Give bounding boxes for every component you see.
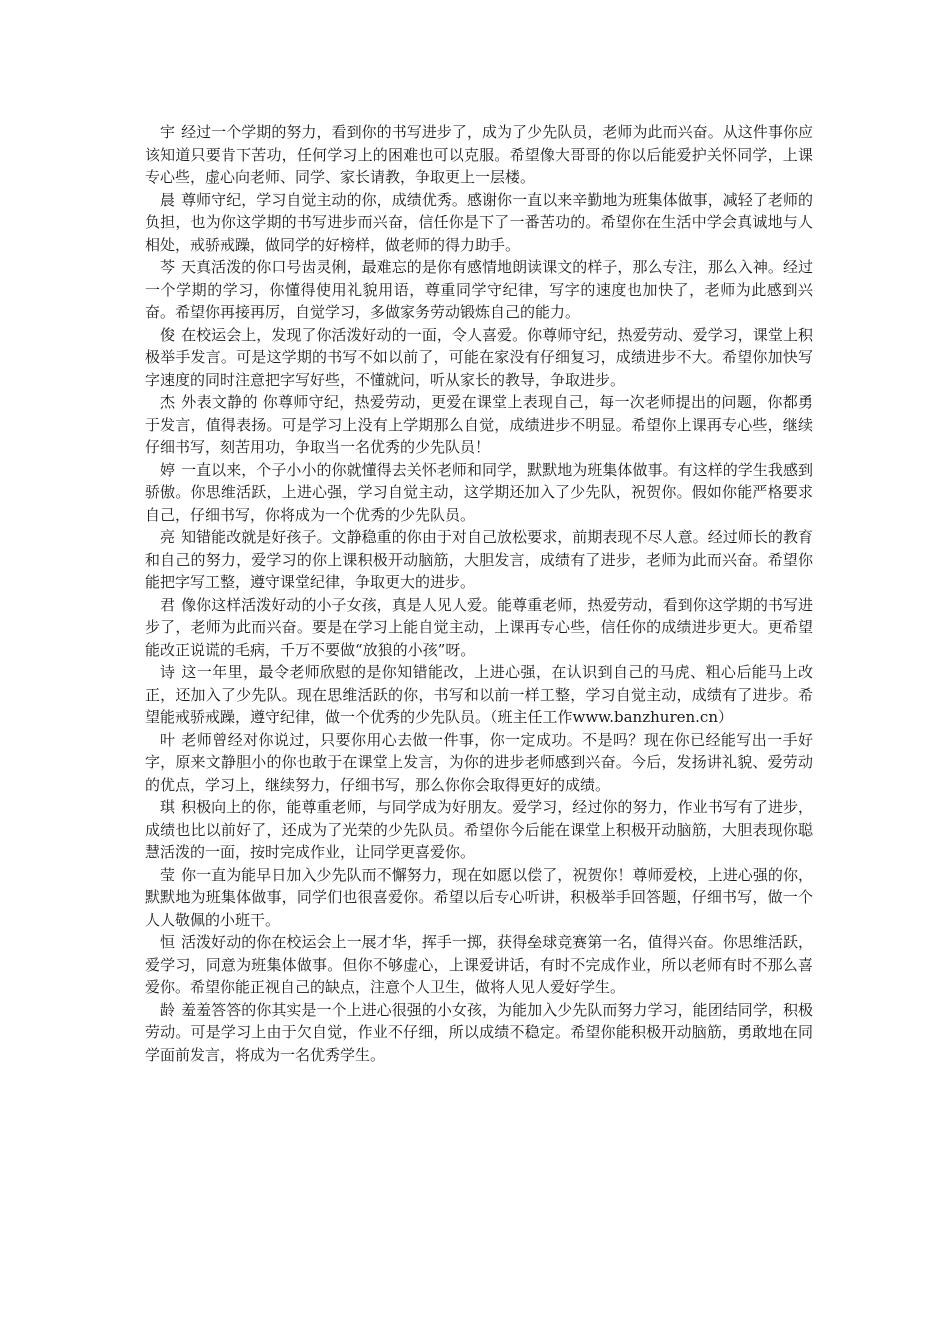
student-name: 亮 (160, 528, 176, 546)
comment-text: 尊师守纪，学习自觉主动的你，成绩优秀。感谢你一直以来辛勤地为班集体做事，减轻了老师的负担，也为你这学期的书写进步而兴奋，信任你是下了一番苦功的。希望你在生活中学会真诚地与人相处，戒骄戒躁，做同学的好榜样，做老师的得力助手。 (145, 190, 813, 254)
student-name: 莹 (160, 865, 176, 884)
comment-paragraph (145, 931, 813, 999)
student-name: 叶 (160, 730, 176, 749)
comment-text: 天真活泼的你口号齿灵俐，最难忘的是你有感情地朗读课文的样子，那么专注，那么入神。经过一个学期的学习，你懂得使用礼貌用语，尊重同学守纪律，写字的速度也加快了，老师为此感到兴奋。希望你再接再厉，自觉学习，多做家务劳动锻炼自己的能力。 (145, 258, 813, 321)
comment-paragraph (145, 391, 813, 459)
student-name: 宇 (160, 123, 176, 141)
comment-paragraph (145, 459, 813, 527)
comment-paragraph (145, 256, 813, 324)
student-name: 芩 (160, 258, 176, 276)
comment-paragraph (145, 796, 813, 864)
comment-paragraph (145, 324, 813, 392)
comment-paragraph (145, 661, 813, 729)
comment-paragraph (145, 729, 813, 797)
comment-text: 外表文静的 你尊师守纪，热爱劳动，更爱在课堂上表现自己，每一次老师提出的问题，你都勇于发言，值得表扬。可是学习上没有上学期那么自觉，成绩进步不明显。希望你上课再专心些，继续仔细书写，刻苦用功，争取当一名优秀的少先队员！ (145, 393, 813, 456)
comment-text: 羞羞答答的你其实是一个上进心很强的小女孩，为能加入少先队而努力学习，能团结同学，积极劳动。可是学习上由于欠自觉，作业不仔细，所以成绩不稳定。希望你能积极开动脑筋，勇敢地在同学面前发言，将成为一名优秀学生。 (145, 1000, 813, 1064)
document-body (145, 121, 813, 1066)
comment-text: 知错能改就是好孩子。文静稳重的你由于对自己放松要求，前期表现不尽人意。经过师长的教育和自己的努力，爱学习的你上课积极开动脑筋，大胆发言，成绩有了进步，老师为此而兴奋。希望你能把字写工整，遵守课堂纪律，争取更大的进步。 (145, 528, 813, 591)
comment-text: 经过一个学期的努力，看到你的书写进步了，成为了少先队员，老师为此而兴奋。从这件事你应该知道只要肯下苦功，任何学习上的困难也可以克服。希望像大哥哥的你以后能爱护关怀同学，上课专心些，虚心向老师、同学、家长请教，争取更上一层楼。 (145, 123, 813, 186)
student-name: 诗 (160, 663, 176, 681)
comment-paragraph (145, 121, 813, 189)
student-name: 君 (160, 595, 176, 614)
student-name: 恒 (160, 933, 176, 951)
student-name: 琪 (160, 798, 176, 816)
student-name: 龄 (160, 1000, 176, 1019)
comment-text: 像你这样活泼好动的小子女孩，真是人见人爱。能尊重老师，热爱劳动，看到你这学期的书写进步了，老师为此而兴奋。要是在学习上能自觉主动，上课再专心些，信任你的成绩进步更大。更希望能改正说谎的毛病，千万不要做“放狼的小孩”呀。 (145, 595, 813, 659)
comment-paragraph (145, 594, 813, 662)
comment-text: 在校运会上，发现了你活泼好动的一面，令人喜爱。你尊师守纪，热爱劳动、爱学习，课堂上积极举手发言。可是这学期的书写不如以前了，可能在家没有仔细复习，成绩进步不大。希望你加快写字速度的同时注意把字写好些，不懂就问，听从家长的教导，争取进步。 (145, 325, 813, 389)
comment-text: 一直以来，个子小小的你就懂得去关怀老师和同学，默默地为班集体做事。有这样的学生我感到骄傲。你思维活跃，上进心强，学习自觉主动，这学期还加入了少先队，祝贺你。假如你能严格要求自己，仔细书写，你将成为一个优秀的少先队员。 (145, 460, 813, 524)
comment-text: 你一直为能早日加入少先队而不懈努力，现在如愿以偿了，祝贺你！尊师爱校，上进心强的你，默默地为班集体做事，同学们也很喜爱你。希望以后专心听讲，积极举手回答题，仔细书写，做一个人人敬佩的小班干。 (145, 865, 813, 929)
student-name: 晨 (160, 190, 176, 209)
comment-text: 活泼好动的你在校运会上一展才华，挥手一掷，获得垒球竞赛第一名，值得兴奋。你思维活跃，爱学习，同意为班集体做事。但你不够虚心，上课爱讲话，有时不完成作业，所以老师有时不那么喜爱你。希望你能正视自己的缺点，注意个人卫生，做将人见人爱好学生。 (145, 933, 813, 996)
student-name: 杰 (160, 393, 176, 411)
student-name: 俊 (160, 325, 176, 344)
comment-paragraph (145, 864, 813, 932)
comment-paragraph (145, 999, 813, 1067)
comment-paragraph (145, 526, 813, 594)
student-name: 婷 (160, 460, 176, 479)
comment-text: 积极向上的你，能尊重老师，与同学成为好朋友。爱学习，经过你的努力，作业书写有了进步，成绩也比以前好了，还成为了光荣的少先队员。希望你今后能在课堂上积极开动脑筋，大胆表现你聪慧活泼的一面，按时完成作业，让同学更喜爱你。 (145, 798, 813, 861)
comment-text: 老师曾经对你说过，只要你用心去做一件事，你一定成功。不是吗？现在你已经能写出一手好字，原来文静胆小的你也敢于在课堂上发言，为你的进步老师感到兴奋。今后，发扬讲礼貌、爱劳动的优点，学习上，继续努力，仔细书写，那么你你会取得更好的成绩。 (145, 730, 813, 794)
comment-text: 这一年里，最令老师欣慰的是你知错能改，上进心强，在认识到自己的马虎、粗心后能马上改正，还加入了少先队。现在思维活跃的你，书写和以前一样工整，学习自觉主动，成绩有了进步。希望能戒骄戒躁，遵守纪律，做一个优秀的少先队员。（班主任工作www.banzhuren.cn） (145, 663, 813, 726)
comment-paragraph (145, 189, 813, 257)
